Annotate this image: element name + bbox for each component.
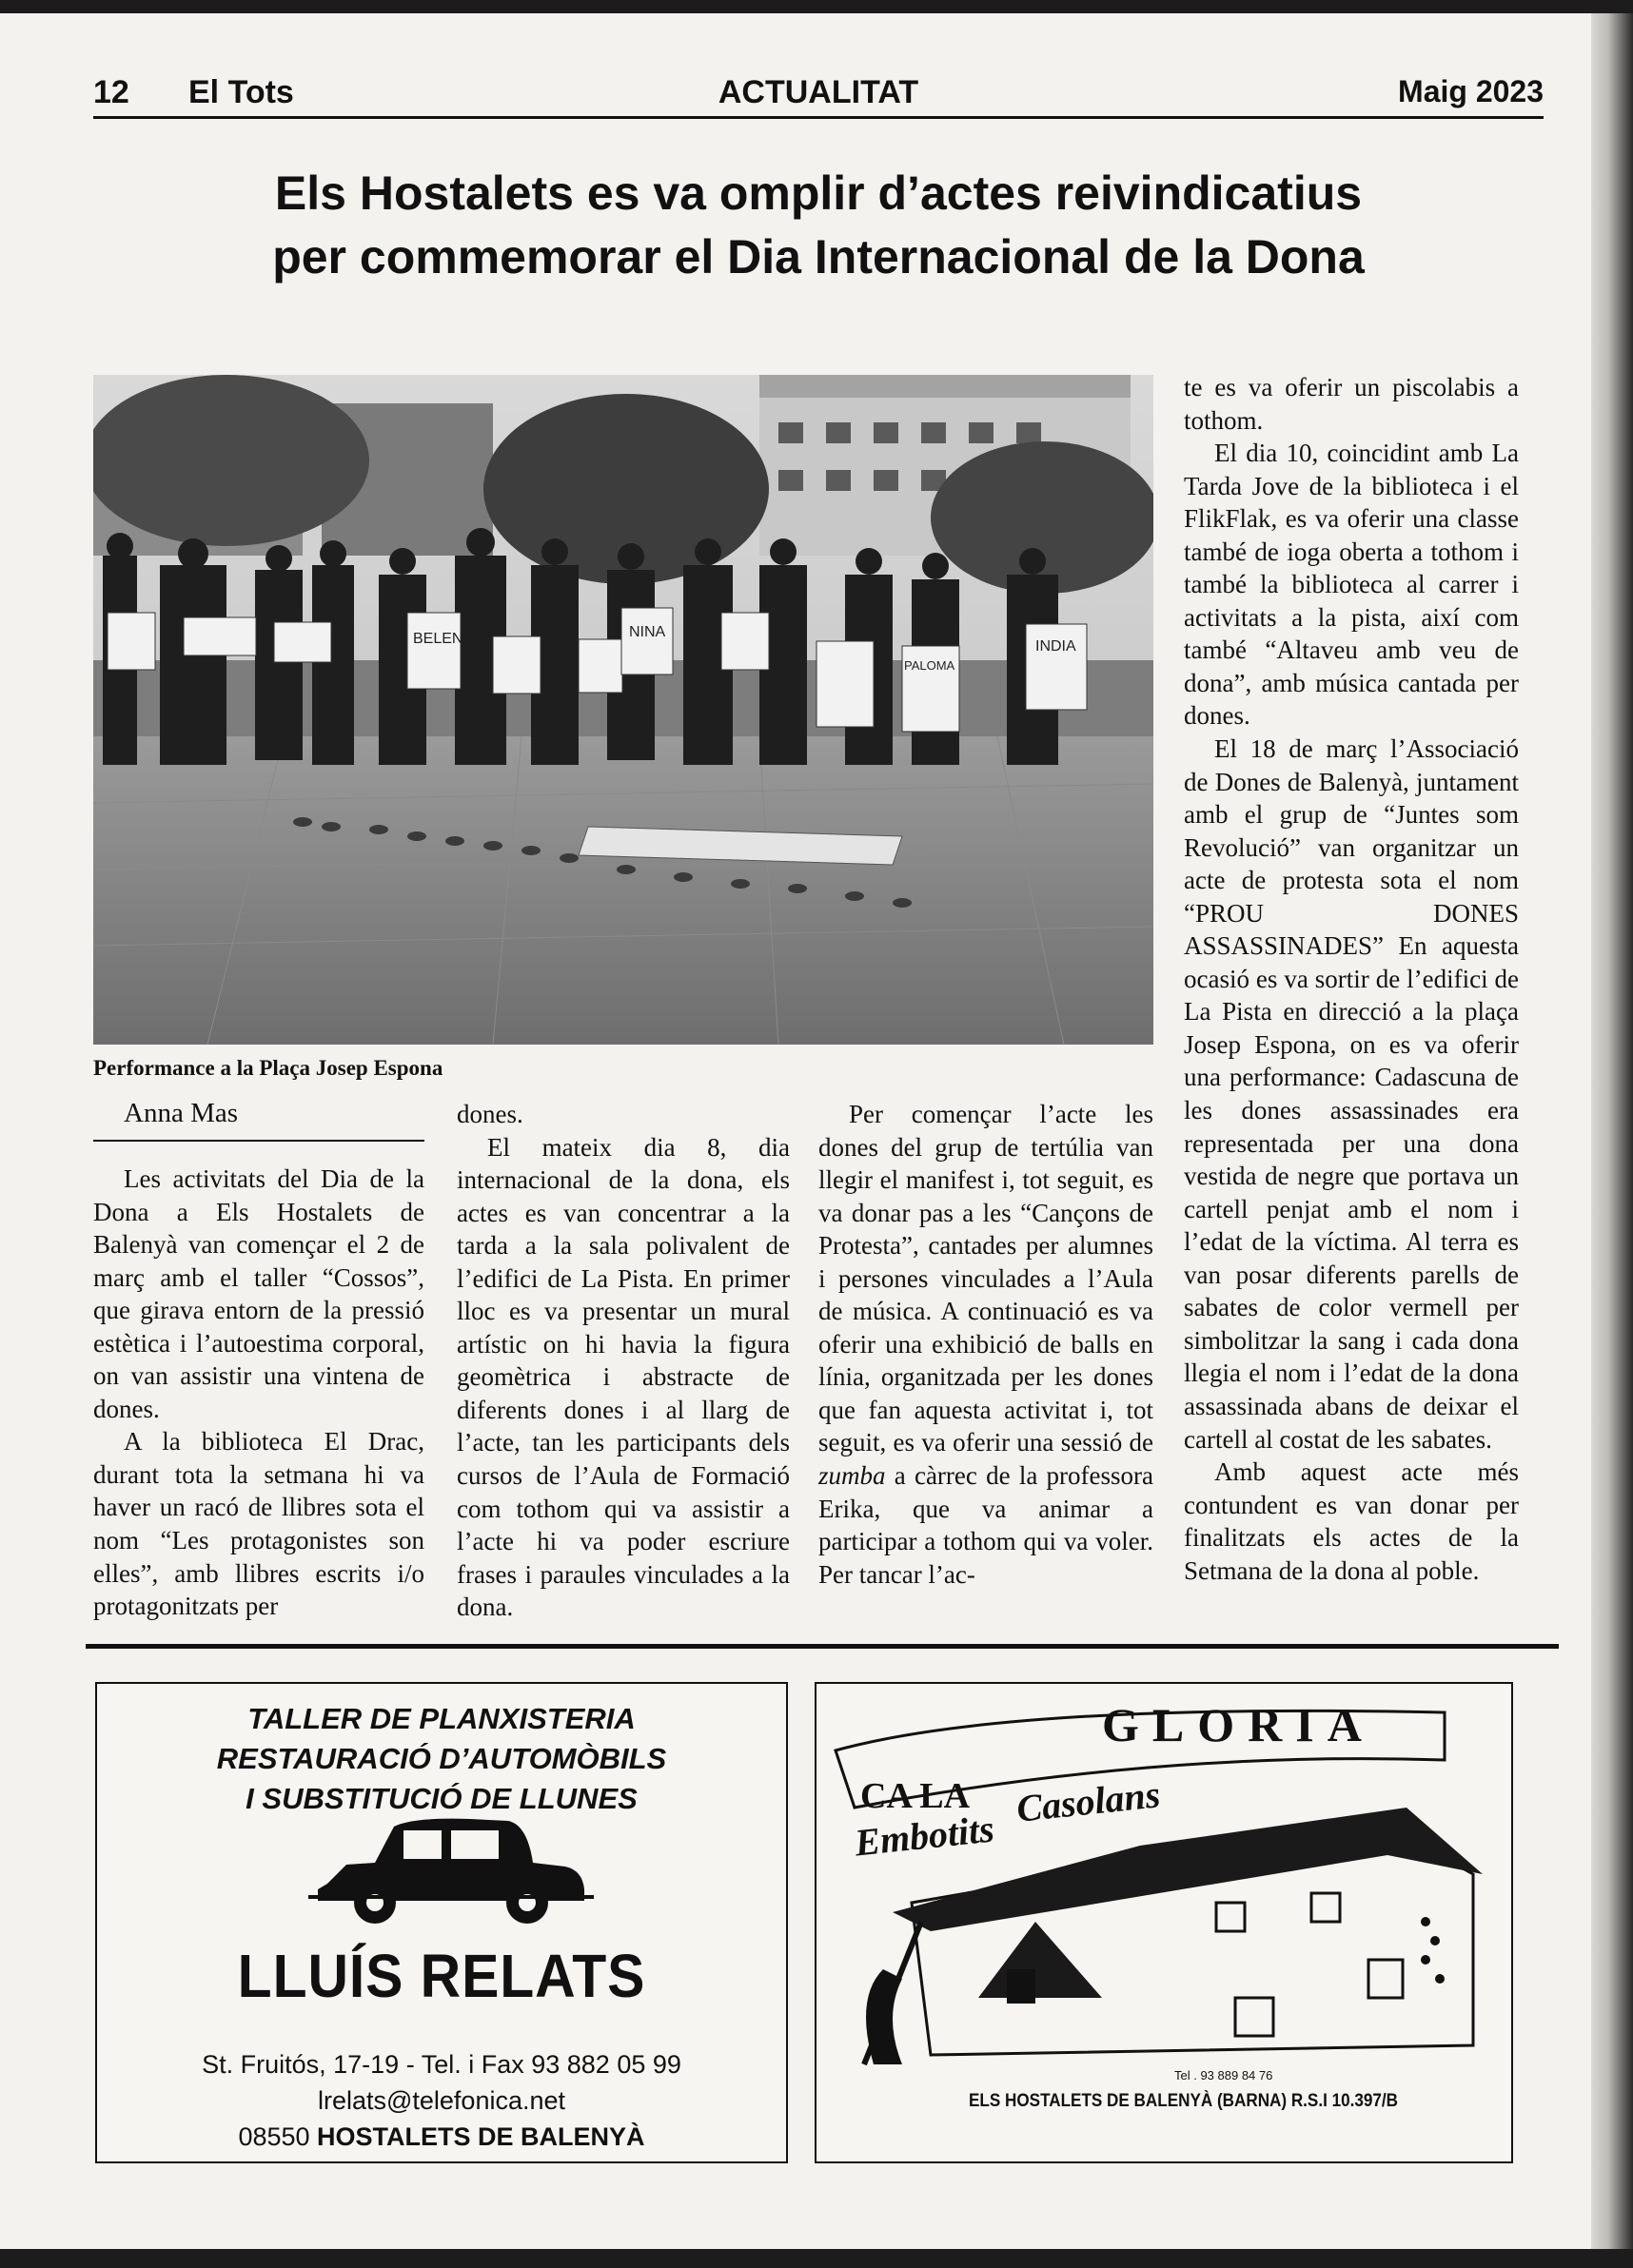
ad-line-1: TALLER DE PLANXISTERIA [247, 1702, 636, 1735]
ad-script-embotits: Embotits [853, 1807, 996, 1865]
paragraph-text: Per començar l’acte les dones del grup de tertúlia van llegir el manifest i, tot seguit, es va donar pas a les “Cançons de Protesta”, cantades per alumnes i persones vinculades a l’Aula de música. A continuació es va oferir una exhibició de balls en línia, organitzada per les dones que fan aquesta activitat i, tot seguit, es va oferir una sessió de [818, 1100, 1153, 1457]
ad-footer-address: ELS HOSTALETS DE BALENYÀ (BARNA) R.S.I 10.397/B [969, 2091, 1398, 2111]
ad-town: HOSTALETS DE BALENYÀ [317, 2121, 645, 2151]
vintage-car-icon [308, 1808, 594, 1931]
publication-name: El Tots [188, 74, 294, 110]
page-number: 12 [93, 74, 129, 110]
article-headline [93, 162, 1544, 289]
sign-nina: NINA [629, 624, 666, 640]
author-byline: Anna Mas [124, 1098, 239, 1128]
byline-divider [93, 1140, 424, 1142]
photo-caption: Performance a la Plaça Josep Espona [93, 1056, 443, 1080]
issue-date: Maig 2023 [1398, 74, 1544, 108]
paragraph: Les activitats del Dia de la Dona a Els Hostalets de Balenyà van començar el 2 de març amb el taller “Cossos”, que girava entorn de la pressió estètica i l’autoestima corporal, on van assistir una vintena de dones. [93, 1164, 424, 1423]
article-photo [93, 375, 1153, 1045]
paragraph-text: a càrrec de la professora Erika, que va animar a participar a tothom qui va voler. Per tancar l’ac- [818, 1461, 1153, 1589]
ad-line-3: I SUBSTITUCIÓ DE LLUNES [246, 1781, 638, 1815]
paragraph: A la biblioteca El Drac, durant tota la setmana hi va haver un racó de llibres sota el nom “Les protagonistes son elles”, amb llibres escrits i/o protagonitzats per [93, 1427, 424, 1621]
advertisement-ca-la-gloria [815, 1682, 1513, 2163]
ad-word-la: LA [919, 1776, 971, 1816]
ad-email: lrelats@telefonica.net [317, 2085, 566, 2115]
ad-tagline [97, 1699, 786, 1819]
ad-word-ca: CA [860, 1776, 911, 1816]
article-column-4 [1184, 371, 1519, 1587]
paragraph: El mateix dia 8, dia internacional de la dona, els actes es van concentrar a la tarda a la sala polivalent de l’edifici de La Pista. En primer lloc es va presentar un mural artístic on hi havia la figura geomètrica i abstracte de diferents dones i al llarg de l’acte, tan les participants dels cursos de l’Aula de Formació com tothom qui va assistir a l’acte hi va poder escriure frases i paraules vinculades a la dona. [457, 1132, 790, 1622]
paragraph: El dia 10, coincidint amb La Tarda Jove de la biblioteca i el FlikFlak, es va oferir una classe també de ioga oberta a tothom i també la biblioteca al carrer i activitats a la pista, així com també “Altaveu amb veu de dona”, amb música cantada per dones. [1184, 439, 1519, 731]
ad-contact-info [97, 2047, 786, 2155]
ad-brand-gloria: GLORIA [1102, 1698, 1375, 1751]
ad-line-2: RESTAURACIÓ D’AUTOMÒBILS [216, 1741, 667, 1775]
section-divider [86, 1644, 1559, 1649]
sign-belen: BELEN [413, 631, 463, 647]
sign-paloma: PALOMA [904, 658, 955, 673]
paragraph: dones. [457, 1100, 523, 1128]
headline-line-2: per commemorar el Dia Internacional de la Dona [272, 230, 1365, 284]
performance-photo-illustration [93, 375, 1153, 1045]
article-column-3 [818, 1098, 1153, 1591]
article-column-2 [457, 1098, 790, 1624]
page-header [93, 74, 1544, 119]
section-title: ACTUALITAT [718, 74, 919, 110]
page-edge [1591, 13, 1633, 2249]
emphasis-zumba: zumba [818, 1461, 886, 1491]
ad-telephone: Tel . 93 889 84 76 [1174, 2068, 1273, 2082]
sign-india: INDIA [1035, 638, 1076, 655]
headline-line-1: Els Hostalets es va omplir d’actes reivindicatius [274, 166, 1363, 220]
advertisement-lluis-relats [95, 1682, 788, 2163]
paragraph: El 18 de març l’Associació de Dones de Balenyà, juntament amb el grup de “Juntes som Revolució” van organitzar un acte de protesta sota el nom “PROU DONES ASSASSINADES” En aquesta ocasió es va sortir de l’edifici de La Pista en direcció a la plaça Josep Espona, on es va oferir una performance: Cadascuna de les dones assassinades era representada per una dona vestida de negre que portava un cartell penjat amb el nom i l’edat de la víctima. Al terra es van posar diferents parells de sabates de color vermell per simbolitzar la sang i cada dona llegia el nom i l’edat de la dona assassinada abans de deixar el cartell al costat de les sabates. [1184, 734, 1519, 1454]
paragraph: te es va oferir un piscolabis a tothom. [1184, 373, 1519, 435]
paragraph: Amb aquest acte més contundent es van donar per finalitzats els actes de la Setmana de la dona al poble. [1184, 1457, 1519, 1585]
ad-postcode: 08550 [238, 2121, 310, 2151]
ad-script-casolans: Casolans [1014, 1772, 1163, 1830]
ad-location [97, 2120, 786, 2156]
ad-address: St. Fruitós, 17-19 - Tel. i Fax 93 882 05 99 [202, 2050, 681, 2079]
article-column-1 [93, 1163, 424, 1623]
ad-business-name: LLUÍS RELATS [237, 1942, 646, 2010]
paragraph [818, 1098, 1153, 1591]
